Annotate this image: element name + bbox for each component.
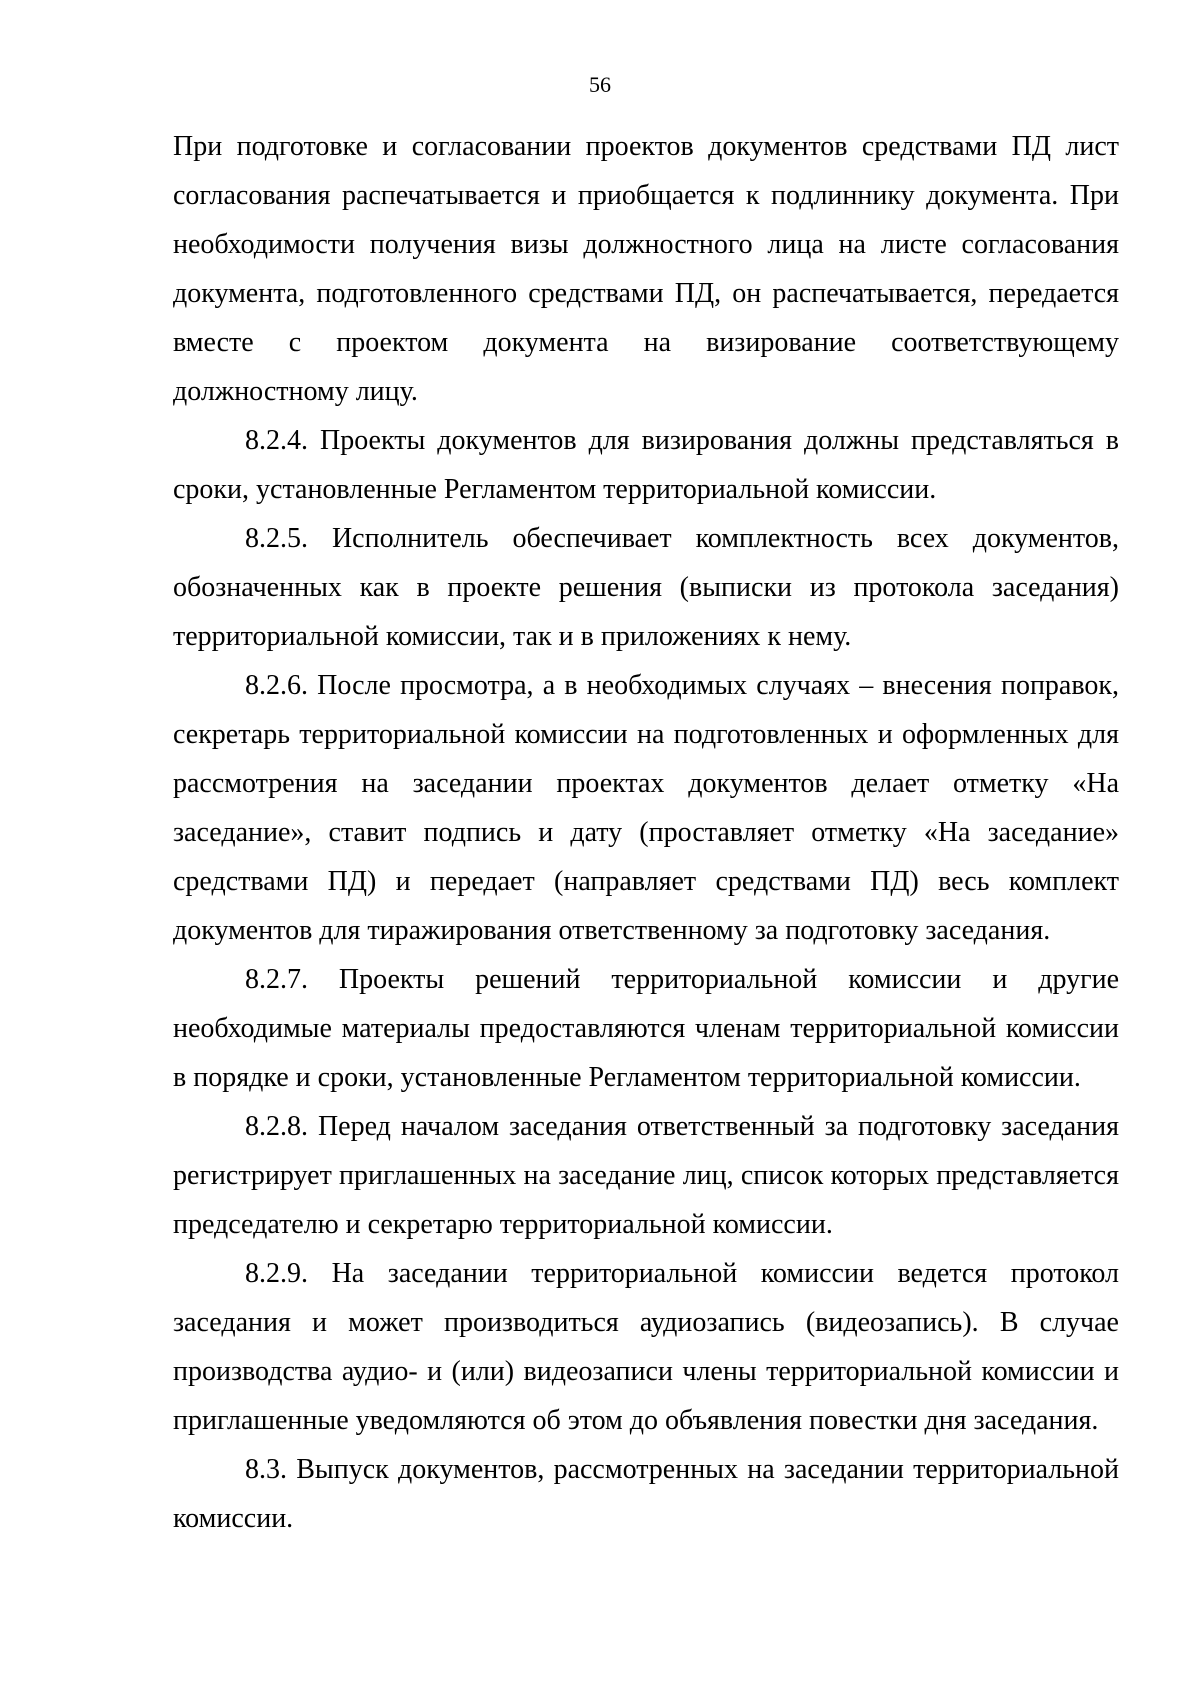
paragraph-8-2-9: 8.2.9. На заседании территориальной комиссии ведется протокол заседания и может производиться аудиозапись (видеозапись). В случае производства аудио- и (или) видеозаписи члены территориальной комиссии и приглашенные уведомляются об этом до объявления повестки дня заседания. [173, 1258, 1119, 1436]
paragraph-8-2-7: 8.2.7. Проекты решений территориальной комиссии и другие необходимые материалы предоставляются членам территориальной комиссии в порядке и сроки, установленные Регламентом территориальной комиссии. [173, 964, 1119, 1093]
paragraph-8-2-4: 8.2.4. Проекты документов для визирования должны представляться в сроки, установленные Регламентом территориальной комиссии. [173, 425, 1119, 505]
document-body [173, 122, 1119, 1543]
paragraph-8-2-8: 8.2.8. Перед началом заседания ответственный за подготовку заседания регистрирует приглашенных на заседание лиц, список которых представляется председателю и секретарю территориальной комиссии. [173, 1111, 1119, 1240]
paragraph-8-2-5: 8.2.5. Исполнитель обеспечивает комплектность всех документов, обозначенных как в проекте решения (выписки из протокола заседания) территориальной комиссии, так и в приложениях к нему. [173, 523, 1119, 652]
paragraph-8-2-6: 8.2.6. После просмотра, а в необходимых случаях – внесения поправок, секретарь территориальной комиссии на подготовленных и оформленных для рассмотрения на заседании проектах документов делает отметку «На заседание», ставит подпись и дату (проставляет отметку «На заседание» средствами ПД) и передает (направляет средствами ПД) весь комплект документов для тиражирования ответственному за подготовку заседания. [173, 670, 1119, 946]
page-number: 56 [589, 72, 611, 97]
paragraph-8-3: 8.3. Выпуск документов, рассмотренных на заседании территориальной комиссии. [173, 1454, 1119, 1534]
paragraph-continuation: При подготовке и согласовании проектов документов средствами ПД лист согласования распечатывается и приобщается к подлиннику документа. При необходимости получения визы должностного лица на листе согласования документа, подготовленного средствами ПД, он распечатывается, передается вместе с проектом документа на визирование соответствующему должностному лицу. [173, 131, 1119, 407]
